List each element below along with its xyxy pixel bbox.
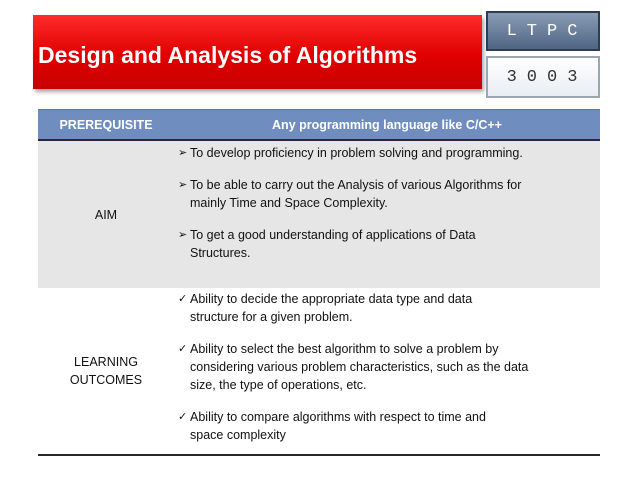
arrow-bullet-icon: ➢ — [178, 179, 188, 191]
prerequisite-row — [38, 109, 600, 141]
checkmark-icon: ✓ — [178, 411, 188, 423]
aim-item: ➢ To get a good understanding of applications of Data Structures. — [178, 228, 476, 260]
outcome-item: ✓ Ability to select the best algorithm to solve a problem by considering various problem characteristics, such as the data size, the type of operations, etc. — [178, 342, 529, 392]
credit-values-box — [486, 56, 600, 98]
outcomes-label: LEARNING OUTCOMES — [69, 355, 143, 387]
credit-values: 3003 — [506, 67, 588, 87]
title-banner — [33, 15, 482, 89]
page-title: Design and Analysis of Algorithms — [38, 42, 418, 68]
outcome-item: ✓ Ability to decide the appropriate data type and data structure for a given problem. — [178, 292, 473, 324]
aim-item: ➢ To develop proficiency in problem solving and programming. — [178, 146, 523, 160]
checkmark-icon: ✓ — [178, 343, 188, 355]
prerequisite-value: Any programming language like C/C++ — [272, 117, 502, 132]
arrow-bullet-icon: ➢ — [178, 147, 188, 159]
aim-item: ➢ To be able to carry out the Analysis of various Algorithms for mainly Time and Space Complexity. — [178, 178, 522, 210]
ltpc-label: LTPC — [506, 21, 588, 41]
course-table — [38, 109, 600, 456]
checkmark-icon: ✓ — [178, 293, 188, 305]
prerequisite-label: PREREQUISITE — [59, 117, 153, 132]
arrow-bullet-icon: ➢ — [178, 229, 188, 241]
ltpc-label-box — [486, 11, 600, 51]
learning-outcomes-row — [38, 288, 600, 456]
outcome-item: ✓ Ability to compare algorithms with respect to time and space complexity — [178, 410, 486, 442]
aim-row — [38, 141, 600, 288]
aim-label: AIM — [94, 207, 118, 222]
